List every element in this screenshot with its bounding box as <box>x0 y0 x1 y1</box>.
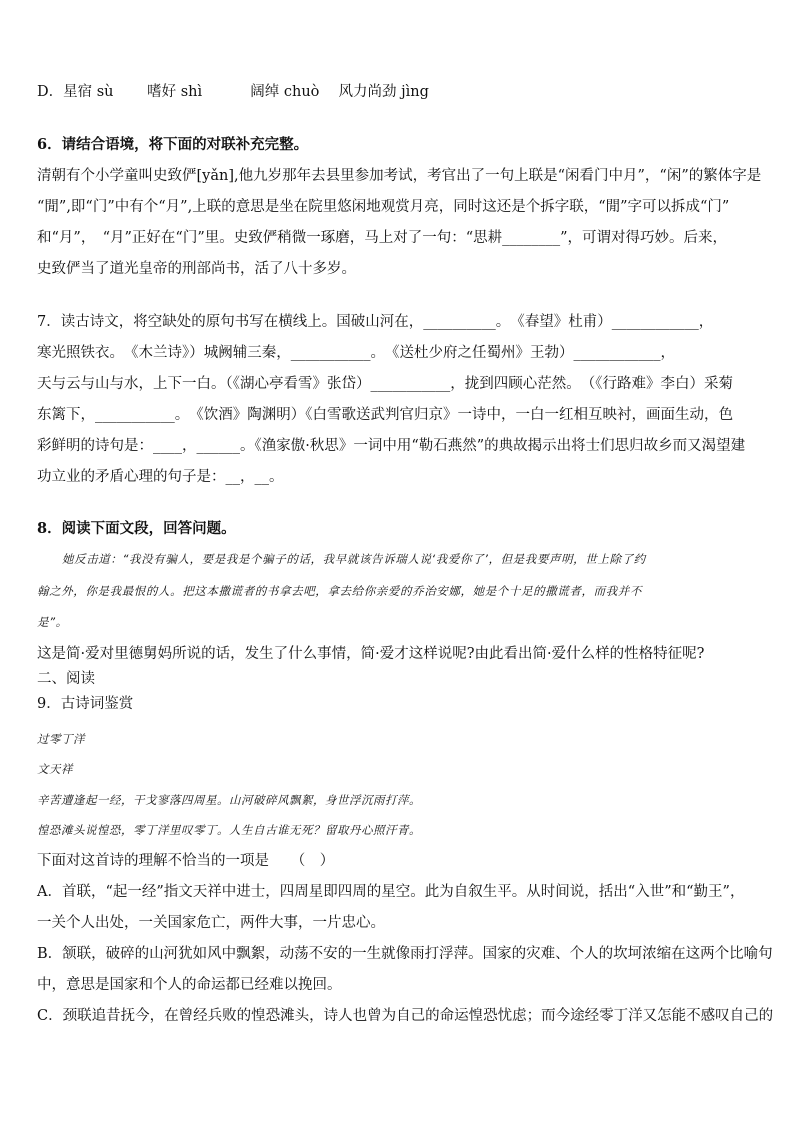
q7-line: 寒光照铁衣。 《木兰诗》）城阙辅三秦，___________。 《送杜少府之任蜀州》王勃）____________， <box>37 345 675 361</box>
q6-title: 6．请结合语境，将下面的对联补充完整。 <box>37 136 309 153</box>
option-b: B．颔联，破碎的山河犹如风中飘絮，动荡不安的一生就像雨打浮萍。国家的灾难、个人的坎坷浓缩在这两个比喻句 <box>37 946 773 962</box>
option-a: A．首联，“起一经”指文天祥中进士，四周星即四周的星空。此为自叙生平。从时间说，括出“入世”和“勤王”， <box>37 884 745 900</box>
q7-line: 彩鲜明的诗句是：____，______。《渔家傲·秋思》一词中用“勒石燕然”的典故揭示出将士们思归故乡而又渴望建 <box>37 438 746 454</box>
q6-line: 和“月”， “月”正好在“门”里。史致俨稍微一琢磨，马上对了一句：“思耕________”，可谓对得巧妙。后来， <box>37 230 728 246</box>
q7-line: 天与云与山与水，上下一白。（《湖心亭看雪》张岱）___________，拢到四顾心茫然。 （《行路难》李白）采菊 <box>37 376 733 392</box>
q8-quote-line: 翰之外，你是我最恨的人。把这本撒谎者的书拿去吧，拿去给你亲爱的乔治安娜，她是个十足的撒谎者，而我并不 <box>37 584 642 598</box>
q8-question: 这是简·爱对里德舅妈所说的话，发生了什么事情，简·爱才这样说呢?由此看出简·爱什么样的性格特征呢? <box>37 646 705 662</box>
option-b-cont: 中，意思是国家和个人的命运都已经难以挽回。 <box>37 977 342 993</box>
option-c: C．颈联追昔抚今，在曾经兵败的惶恐滩头，诗人也曾为自己的命运惶恐忧虑；而今途经零丁洋又怎能不感叹自己的 <box>37 1008 774 1024</box>
poem-author: 文天祥 <box>37 762 73 776</box>
q8-quote-line: 她反击道：“我没有骗人，要是我是个骗子的话，我早就该告诉瑞人说‘我爱你了’，但是我要声明，世上除了约 <box>62 552 646 566</box>
q8-title: 8．阅读下面文段，回答问题。 <box>37 520 236 537</box>
q6-line: 史致俨当了道光皇帝的刑部尚书，活了八十多岁。 <box>37 261 356 277</box>
option-d-line: D．星宿 sù 嗜好 shì 阔绰 chuò 风力尚劲 jìng <box>37 84 429 100</box>
option-a-cont: 一关个人出处，一关国家危亡，两件大事，一片忠心。 <box>37 915 385 931</box>
q7-line: 东篱下，___________。 《饮酒》陶渊明）《白雪歌送武判官归京》一诗中，一白一红相互映衬，画面生动，色 <box>37 407 733 423</box>
q7-line: 7．读古诗文，将空缺处的原句书写在横线上。国破山河在，__________。 《春望》杜甫）____________， <box>37 314 714 330</box>
q6-line: “閒”,即“门”中有个“月”,上联的意思是坐在院里悠闲地观赏月亮，同时这还是个拆字联，“閒”字可以拆成“门” <box>37 199 730 215</box>
q8-quote-line: 是”。 <box>37 615 68 629</box>
q9-title: 9．古诗词鉴赏 <box>37 696 134 712</box>
q6-line: 清朝有个小学童叫史致俨[yǎn],他九岁那年去县里参加考试，考官出了一句上联是“闲看门中月”，“闲”的繁体字是 <box>37 168 762 184</box>
section-heading: 二、阅读 <box>37 671 95 687</box>
q9-question: 下面对这首诗的理解不恰当的一项是 （ ） <box>37 853 335 869</box>
poem-title: 过零丁洋 <box>37 732 85 746</box>
poem-line: 惶恐滩头说惶恐，零丁洋里叹零丁。人生自古谁无死？留取丹心照汗青。 <box>37 823 421 837</box>
poem-line: 辛苦遭逢起一经，干戈寥落四周星。山河破碎风飘絮，身世浮沉雨打萍。 <box>37 793 421 807</box>
q7-line: 功立业的矛盾心理的句子是：__，__。 <box>37 469 284 485</box>
